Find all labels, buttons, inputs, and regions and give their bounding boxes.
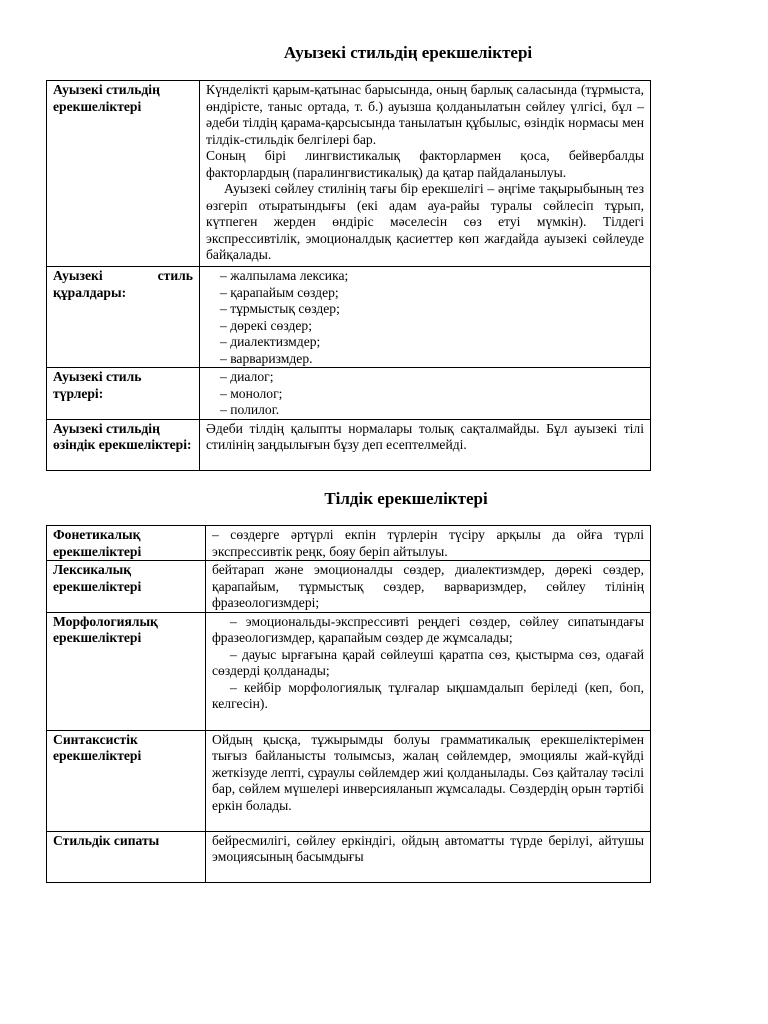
table-row [47,419,651,470]
table-row [47,561,651,613]
paragraph: – эмоциональды-экспрессивті реңдегі сөздер, сөйлеу сипатындағы фразеологизмдер, қарапайым сөздер де жұмсалады; [212,613,644,645]
types-list [206,369,644,419]
paragraph: Күнделікті қарым-қатынас барысында, оның барлық саласында (тұрмыста, өндірісте, таныс ортада, т. б.) ауызша қолданылатын сөйлеу үлгісі, бұл – әдеби тілдің қарама-қарсысында танылатын құбылыс, өзіндік нормасы мен тілдік-стильдік белгілері бар. [206,82,644,147]
row-content-lexical: бейтарап және эмоционалды сөздер, диалектизмдер, дөрекі сөздер, қарапайым, тұрмыстық сөздер, варваризмдер, сөйлеу тілінің фразеологизмдері; [206,561,651,613]
row-header-own-features: Ауызекі стильдің өзіндік ерекшеліктері: [47,419,200,470]
section-title-language-features: Тілдік ерекшеліктері [324,489,488,508]
table-row [47,612,651,730]
row-content-own-features: Әдеби тілдің қалыпты нормалары толық сақталмайды. Бұл ауызекі тілі стилінің заңдылығын бұзу деп есептелмейді. [200,419,651,470]
list-item: – қарапайым сөздер; [220,284,339,300]
means-list [206,268,644,367]
table-row [47,267,651,368]
row-content-means [200,267,651,368]
table-row [47,831,651,882]
paragraph: – дауыс ырғағына қарай сөйлеуші қаратпа сөз, қыстырма сөз, одағай сөздерді қолданады; [212,646,644,678]
colloquial-style-table [46,80,651,471]
table-row [47,368,651,420]
row-content-features [200,81,651,267]
table-row [47,730,651,831]
row-content-phonetic: – сөздерге әртүрлі екпін түрлерін түсіру арқылы да ойға түрлі экспрессивтік реңк, бояу беріп айтылуы. [206,526,651,561]
language-features-table [46,525,651,883]
row-header-stylistic: Стильдік сипаты [47,831,206,882]
row-header-syntactic: Синтаксистік ерекшеліктері [47,730,206,831]
paragraph: Ауызекі сөйлеу стилінің тағы бір ерекшелігі – әңгіме тақырыбының тез өзгеріп отыратындығы (екі адам ауа-райы туралы сөйлесіп тұрып, күтпеген жерден өндіріс мәселесін сөз етуі мүмкін). Тілдегі экспрессивтілік, эмоционалдық қасиеттер көп жағдайда ауызекі сөйлеуде байқалады. [206,181,644,262]
row-content-syntactic: Ойдың қысқа, тұжырымды болуы грамматикалық ерекшеліктерімен тығыз байланысты толымсыз, жалаң сөйлемдер, эмоциялы жай-күйді жеткізуде лепті, сұраулы сөйлемдер жиі қолданылады. Сөз қайталау тәсілі бар, сөйлем мүшелері инверсияланып жұмсалады. Сөздердің орын тәртібі еркін болады. [206,730,651,831]
row-content-stylistic: бейресмилігі, сөйлеу еркіндігі, ойдың автоматты түрде берілуі, айтушы эмоциясының басымдығы [206,831,651,882]
list-item: – дөрекі сөздер; [220,317,312,333]
row-header-morphological: Морфологиялық ерекшеліктері [47,612,206,730]
paragraph: Соның бірі лингвистикалық факторлармен қоса, бейвербалды факторлардың (паралингвистикалық) да қатар пайдаланылуы. [206,148,644,180]
list-item: – тұрмыстық сөздер; [220,301,340,316]
list-item: – монолог; [220,385,283,401]
table-row [47,81,651,267]
row-content-types [200,368,651,420]
row-header-means: Ауызекі стиль құралдары: [47,267,200,368]
row-header-phonetic: Фонетикалық ерекшеліктері [47,526,206,561]
section-title-colloquial-style: Ауызекі стильдің ерекшеліктері [283,43,533,62]
row-content-morphological [206,612,651,730]
row-header-lexical: Лексикалық ерекшеліктері [47,561,206,613]
row-header-features: Ауызекі стильдің ерекшеліктері [47,81,200,267]
table-row [47,526,651,561]
list-item: – жалпылама лексика; [220,268,349,283]
list-item: – полилог. [220,402,280,417]
paragraph: – кейбір морфологиялық тұлғалар ықшамдалып беріледі (кеп, боп, келгесін). [212,679,644,711]
list-item: – варваризмдер. [220,350,313,366]
list-item: – диалог; [220,369,274,384]
row-header-types: Ауызекі стиль түрлері: [47,368,200,420]
list-item: – диалектизмдер; [220,334,321,349]
